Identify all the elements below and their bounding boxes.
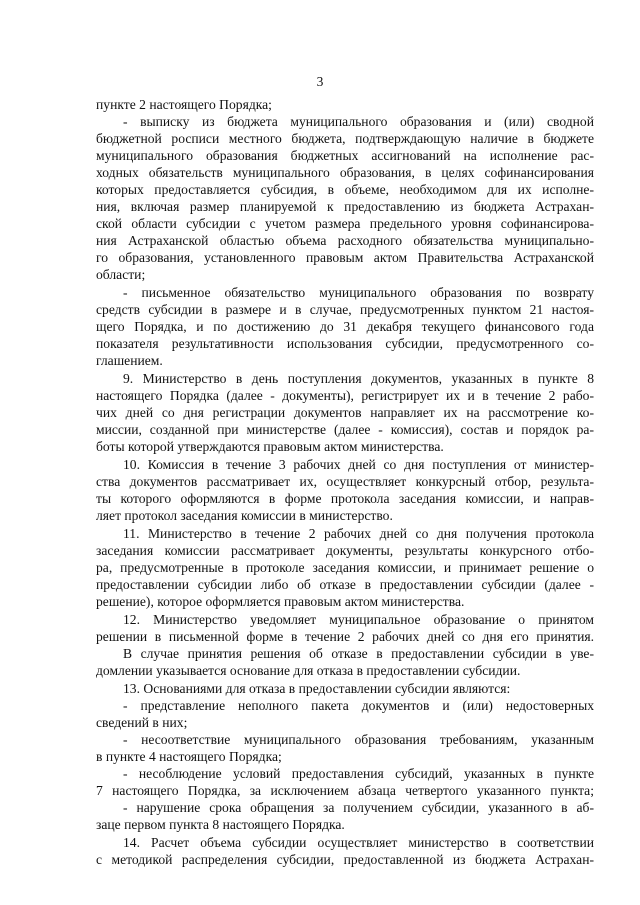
text-line: - выписку из бюджета муниципального образования и (или) сводной xyxy=(123,114,594,129)
text-line: 13. Основаниями для отказа в предоставлении субсидии являются: xyxy=(123,681,511,696)
text-line: ляет протокол заседания комиссии в министерство. xyxy=(96,508,393,523)
text-line: предоставлении субсидии либо об отказе в предоставлении субсидии (далее - xyxy=(96,577,594,592)
text-line: ния Астраханской областью объема расходного обязательства муниципально- xyxy=(96,233,594,248)
text-line: заседания комиссии рассматривает документы, результаты конкурсного отбо- xyxy=(96,543,594,558)
text-line: чих дней со дня регистрации документов направляет их на рассмотрение ко- xyxy=(96,405,594,420)
text-line: решение), которое оформляется правовым актом министерства. xyxy=(96,594,465,609)
text-line: заце первом пункта 8 настоящего Порядка. xyxy=(96,817,345,832)
text-line: миссии, созданной при министерстве (далее - комиссия), состав и порядок ра- xyxy=(96,422,594,437)
text-line: 10. Комиссия в течение 3 рабочих дней со дня поступления от министер- xyxy=(123,457,594,472)
text-line: показателя результативности использования субсидии, предусмотренного со- xyxy=(96,336,594,351)
text-line: - несоответствие муниципального образования требованиям, указанным xyxy=(123,732,594,747)
text-line: В случае принятия решения об отказе в предоставлении субсидии в уве- xyxy=(123,646,594,661)
text-line: - нарушение срока обращения за получением субсидии, указанного в аб- xyxy=(123,800,594,815)
text-line: 7 настоящего Порядка, за исключением абзаца четвертого указанного пункта; xyxy=(96,783,594,798)
text-line: сведений в них; xyxy=(96,715,188,730)
text-line: 14. Расчет объема субсидии осуществляет министерство в соответствии xyxy=(123,835,594,850)
text-line: глашением. xyxy=(96,353,163,368)
text-line: средств субсидии в размере и в случае, предусмотренных пунктом 21 настоя- xyxy=(96,302,594,317)
text-line: пункте 2 настоящего Порядка; xyxy=(96,97,272,112)
text-line: - представление неполного пакета документов и (или) недостоверных xyxy=(123,698,594,713)
text-line: области; xyxy=(96,267,146,282)
text-line: бюджетной росписи местного бюджета, подтверждающую наличие в бюджете xyxy=(96,131,594,146)
text-line: ства документов рассматривает их, осуществляет конкурсный отбор, результа- xyxy=(96,474,594,489)
text-line: домлении указывается основание для отказа в предоставлении субсидии. xyxy=(96,663,521,678)
text-line: ния, включая размер планируемой к предоставлению из бюджета Астрахан- xyxy=(96,199,594,214)
text-line: боты которой утверждаются правовым актом министерства. xyxy=(96,439,444,454)
text-line: щего Порядка, и по достижению до 31 декабря текущего финансового года xyxy=(96,319,594,334)
text-line: настоящего Порядка (далее - документы), регистрирует их и в течение 2 рабо- xyxy=(96,388,594,403)
text-line: 9. Министерство в день поступления документов, указанных в пункте 8 xyxy=(123,371,594,386)
text-line: ты которого оформляются в форме протокола заседания комиссии, и направ- xyxy=(96,491,594,506)
text-line: - несоблюдение условий предоставления субсидий, указанных в пункте xyxy=(123,766,594,781)
text-line: в пункте 4 настоящего Порядка; xyxy=(96,749,282,764)
text-line: которых предоставляется субсидия, в объеме, необходимом для их исполне- xyxy=(96,182,594,197)
text-line: с методикой распределения субсидии, предоставленной из бюджета Астрахан- xyxy=(96,852,594,867)
text-line: ходных обязательств муниципального образования, в целях софинансирования xyxy=(96,165,594,180)
text-line: 11. Министерство в течение 2 рабочих дней со дня получения протокола xyxy=(123,526,594,541)
page-number: 3 xyxy=(316,74,324,89)
text-line: го образования, установленного правовым актом Правительства Астраханской xyxy=(96,250,594,265)
text-line: ра, предусмотренные в протоколе заседания комиссии, и принимает решение о xyxy=(96,560,594,575)
text-line: муниципального образования бюджетных ассигнований на исполнение рас- xyxy=(96,148,594,163)
text-line: ской области субсидии с учетом размера предельного уровня софинансирова- xyxy=(96,216,594,231)
text-line: 12. Министерство уведомляет муниципальное образование о принятом xyxy=(123,612,594,627)
text-line: решении в письменной форме в течение 2 рабочих дней со дня его принятия. xyxy=(96,629,594,644)
text-line: - письменное обязательство муниципального образования по возврату xyxy=(123,285,594,300)
